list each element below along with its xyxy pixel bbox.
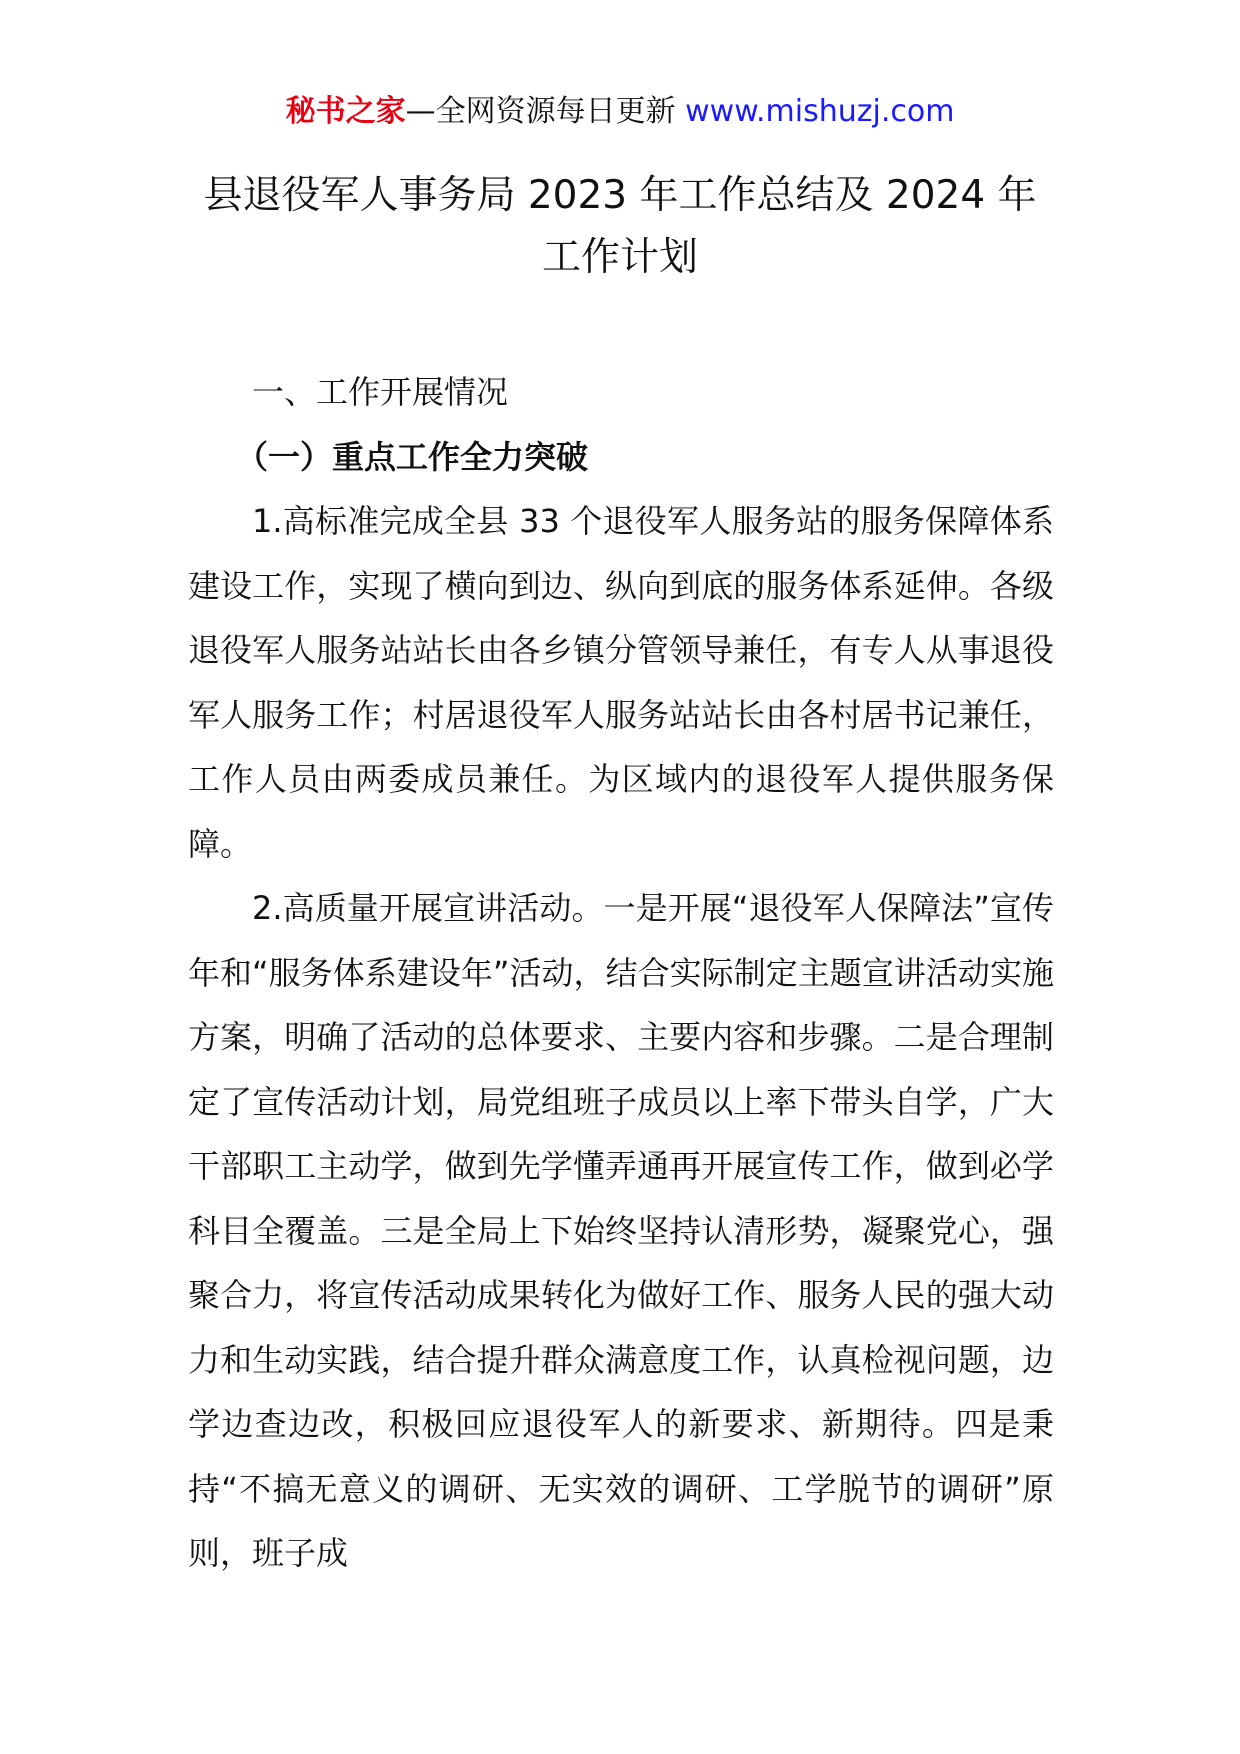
site-watermark-header — [0, 92, 1240, 132]
document-title-line-1: 县退役军人事务局 2023 年工作总结及 2024 年 — [203, 173, 1037, 218]
site-url-link[interactable]: www.mishuzj.com — [685, 94, 955, 129]
document-title-line-2: 工作计划 — [541, 235, 698, 280]
document-title — [150, 165, 1090, 289]
site-brand-name: 秘书之家 — [285, 94, 406, 129]
subsection-heading: （一）重点工作全力突破 — [236, 437, 589, 476]
body-paragraph-1: 1.高标准完成全县 33 个退役军人服务站的服务保障体系建设工作，实现了横向到边、纵向到底的服务体系延伸。各级退役军人服务站站长由各乡镇分管领导兼任，有专人从事退役军人服务工作；村居退役军人服务站站长由各村居书记兼任，工作人员由两委成员兼任。为区域内的退役军人提供服务保障。 — [188, 502, 1054, 863]
body-paragraph-2: 2.高质量开展宣讲活动。一是开展“退役军人保障法”宣传年和“服务体系建设年”活动，结合实际制定主题宣讲活动实施方案，明确了活动的总体要求、主要内容和步骤。二是合理制定了宣传活动计划，局党组班子成员以上率下带头自学，广大干部职工主动学，做到先学懂弄通再开展宣传工作，做到必学科目全覆盖。三是全局上下始终坚持认清形势，凝聚党心，强聚合力，将宣传活动成果转化为做好工作、服务人民的强大动力和生动实践，结合提升群众满意度工作，认真检视问题，边学边查边改，积极回应退役军人的新要求、新期待。四是秉持“不搞无意义的调研、无实效的调研、工学脱节的调研”原则，班子成 — [188, 889, 1054, 1572]
document-body — [188, 360, 1054, 1586]
section-heading: 一、工作开展情况 — [252, 373, 509, 411]
site-tagline: —全网资源每日更新 — [405, 94, 686, 129]
